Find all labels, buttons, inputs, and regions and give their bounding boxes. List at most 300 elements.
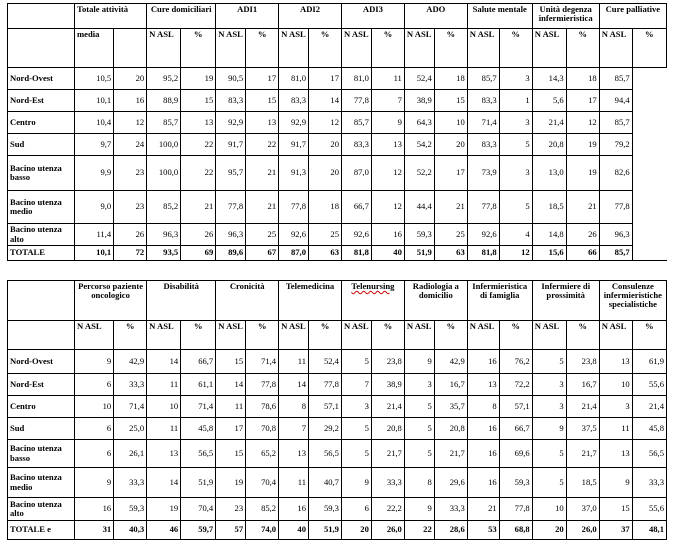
value-cell: 83,3 — [467, 90, 499, 112]
value-cell: 23 — [114, 156, 147, 191]
value-cell: 28,6 — [434, 521, 467, 540]
value-cell: 21,7 — [434, 440, 467, 468]
value-cell: 88,9 — [147, 90, 181, 112]
value-cell: 3 — [599, 396, 632, 418]
value-cell: 11 — [599, 418, 632, 440]
value-cell: 17 — [309, 68, 342, 90]
value-cell: 44,4 — [404, 191, 434, 224]
value-cell: 66 — [566, 246, 599, 261]
value-cell: 15 — [246, 90, 279, 112]
value-cell: 45,8 — [632, 418, 666, 440]
value-cell: 23 — [114, 191, 147, 224]
value-cell: 65,2 — [246, 440, 279, 468]
table-row — [8, 90, 667, 112]
value-cell: 87,0 — [341, 156, 371, 191]
corner-cell — [8, 321, 75, 350]
value-cell: 13 — [599, 440, 632, 468]
value-cell: 81,8 — [467, 246, 499, 261]
value-cell: 8 — [279, 396, 309, 418]
subheader-n-asl: N ASL — [341, 321, 371, 350]
value-cell: 55,6 — [632, 498, 666, 521]
value-cell: 66,7 — [499, 418, 532, 440]
value-cell: 59,3 — [309, 498, 342, 521]
value-cell: 100,0 — [147, 134, 181, 156]
subheader-n-asl: N ASL — [147, 29, 181, 68]
value-cell: 18,5 — [566, 468, 599, 498]
value-cell: 52,2 — [404, 156, 434, 191]
value-cell: 71,4 — [114, 396, 147, 418]
value-cell: 85,7 — [341, 112, 371, 134]
value-cell: 33,3 — [114, 468, 147, 498]
value-cell: 3 — [341, 396, 371, 418]
value-cell: 14 — [309, 90, 342, 112]
value-cell: 13 — [279, 440, 309, 468]
value-cell: 21 — [566, 191, 599, 224]
value-cell: 13 — [181, 112, 216, 134]
value-cell: 51,9 — [404, 246, 434, 261]
value-cell: 5 — [404, 418, 434, 440]
value-cell: 37 — [599, 521, 632, 540]
row-label: Bacino utenza basso — [8, 440, 75, 468]
subheader-media: media — [75, 29, 114, 68]
subheader-pct: % — [632, 321, 666, 350]
value-cell: 9 — [404, 498, 434, 521]
subheader-pct: % — [434, 29, 467, 68]
activities-table — [7, 3, 667, 540]
value-cell: 8 — [467, 396, 499, 418]
value-cell: 13 — [147, 440, 181, 468]
value-cell: 10 — [75, 396, 114, 418]
value-cell: 25 — [246, 224, 279, 246]
value-cell: 94,4 — [599, 90, 632, 112]
value-cell: 83,3 — [467, 134, 499, 156]
value-cell: 29,2 — [309, 418, 342, 440]
value-cell: 9 — [341, 468, 371, 498]
value-cell: 5,6 — [532, 90, 566, 112]
row-label: Bacino utenza alto — [8, 224, 75, 246]
value-cell: 20,8 — [434, 418, 467, 440]
value-cell: 11 — [371, 68, 404, 90]
value-cell: 56,5 — [181, 440, 216, 468]
data-table-container — [7, 3, 667, 540]
table-row — [8, 156, 667, 191]
value-cell: 9 — [75, 468, 114, 498]
value-cell: 20,8 — [371, 418, 404, 440]
value-cell: 3 — [499, 156, 532, 191]
value-cell: 85,7 — [599, 246, 632, 261]
value-cell: 9 — [599, 468, 632, 498]
value-cell: 15 — [216, 350, 246, 374]
table1-header-row — [8, 4, 667, 29]
value-cell: 37,0 — [566, 498, 599, 521]
value-cell: 89,6 — [216, 246, 246, 261]
value-cell: 85,7 — [467, 68, 499, 90]
value-cell: 55,6 — [632, 374, 666, 396]
value-cell: 74,0 — [246, 521, 279, 540]
value-cell: 5 — [532, 350, 566, 374]
subheader-pct: % — [246, 29, 279, 68]
value-cell: 25 — [309, 224, 342, 246]
value-cell: 21,7 — [566, 440, 599, 468]
subheader-n-asl: N ASL — [404, 321, 434, 350]
value-cell: 26,0 — [371, 521, 404, 540]
value-cell: 71,4 — [246, 350, 279, 374]
value-cell: 52,4 — [404, 68, 434, 90]
row-label: Bacino utenza alto — [8, 498, 75, 521]
value-cell: 83,3 — [279, 90, 309, 112]
value-cell: 72,2 — [499, 374, 532, 396]
value-cell: 96,3 — [216, 224, 246, 246]
value-cell: 3 — [499, 112, 532, 134]
value-cell: 38,9 — [371, 374, 404, 396]
value-cell: 5 — [404, 440, 434, 468]
value-cell: 57 — [216, 521, 246, 540]
table-row — [8, 224, 667, 246]
value-cell: 51,9 — [181, 468, 216, 498]
value-cell: 95,2 — [147, 68, 181, 90]
value-cell: 85,7 — [147, 112, 181, 134]
table-row — [8, 498, 667, 521]
subheader-pct: % — [566, 29, 599, 68]
table2-header: Disabilità — [147, 281, 216, 321]
subheader-n-asl: N ASL — [279, 29, 309, 68]
value-cell: 22 — [404, 521, 434, 540]
value-cell: 18,5 — [532, 191, 566, 224]
value-cell: 16 — [371, 224, 404, 246]
value-cell: 20 — [114, 68, 147, 90]
value-cell: 85,7 — [599, 68, 632, 90]
corner-cell — [8, 29, 75, 68]
value-cell: 14 — [216, 374, 246, 396]
value-cell: 16,7 — [566, 374, 599, 396]
value-cell: 13 — [371, 134, 404, 156]
value-cell: 19 — [216, 468, 246, 498]
value-cell: 12 — [371, 156, 404, 191]
value-cell: 16 — [75, 498, 114, 521]
value-cell: 33,3 — [371, 468, 404, 498]
value-cell: 91,7 — [279, 134, 309, 156]
value-cell: 5 — [341, 418, 371, 440]
value-cell: 7 — [371, 90, 404, 112]
value-cell: 16 — [114, 90, 147, 112]
value-cell: 59,3 — [404, 224, 434, 246]
value-cell: 70,8 — [246, 418, 279, 440]
value-cell: 63 — [309, 246, 342, 261]
value-cell: 3 — [532, 396, 566, 418]
row-label: Centro — [8, 396, 75, 418]
value-cell: 63 — [434, 246, 467, 261]
subheader-n-asl: N ASL — [532, 29, 566, 68]
value-cell: 91,3 — [279, 156, 309, 191]
value-cell: 20 — [434, 134, 467, 156]
value-cell: 21 — [181, 191, 216, 224]
value-cell: 14 — [279, 374, 309, 396]
value-cell: 22 — [246, 134, 279, 156]
value-cell: 9 — [371, 112, 404, 134]
value-cell: 96,3 — [599, 224, 632, 246]
value-cell: 83,3 — [216, 90, 246, 112]
value-cell: 38,9 — [404, 90, 434, 112]
table2-header: Percorso paziente oncologico — [75, 281, 147, 321]
table-row — [8, 112, 667, 134]
value-cell: 9,9 — [75, 156, 114, 191]
value-cell: 10 — [434, 112, 467, 134]
value-cell: 6 — [75, 440, 114, 468]
value-cell: 21 — [434, 191, 467, 224]
subheader-pct: % — [371, 321, 404, 350]
value-cell: 15 — [181, 90, 216, 112]
value-cell: 3 — [404, 374, 434, 396]
value-cell: 95,7 — [216, 156, 246, 191]
value-cell: 33,3 — [632, 468, 666, 498]
row-label: Nord-Est — [8, 90, 75, 112]
value-cell: 56,5 — [632, 440, 666, 468]
table-row — [8, 468, 667, 498]
value-cell: 15 — [434, 90, 467, 112]
table2-header-row — [8, 281, 667, 321]
value-cell: 9 — [404, 350, 434, 374]
value-cell: 21 — [467, 498, 499, 521]
value-cell: 12 — [499, 246, 532, 261]
table1-header: ADI3 — [341, 4, 404, 29]
value-cell: 73,9 — [467, 156, 499, 191]
value-cell: 21,4 — [371, 396, 404, 418]
table1-header: Salute mentale — [467, 4, 532, 29]
value-cell: 40,3 — [114, 521, 147, 540]
value-cell: 85,2 — [147, 191, 181, 224]
subheader-pct: % — [632, 29, 666, 68]
value-cell: 22 — [181, 156, 216, 191]
subheader-pct: % — [309, 29, 342, 68]
value-cell: 35,7 — [434, 396, 467, 418]
value-cell: 23,8 — [371, 350, 404, 374]
value-cell: 77,8 — [279, 191, 309, 224]
table2-subheader-row — [8, 321, 667, 350]
value-cell: 81,8 — [341, 246, 371, 261]
value-cell: 92,9 — [279, 112, 309, 134]
row-label: Nord-Ovest — [8, 350, 75, 374]
value-cell: 15 — [599, 498, 632, 521]
subheader-blank — [114, 29, 147, 68]
subheader-pct: % — [181, 29, 216, 68]
value-cell: 17 — [246, 68, 279, 90]
value-cell: 92,6 — [341, 224, 371, 246]
subheader-pct: % — [434, 321, 467, 350]
value-cell: 9,7 — [75, 134, 114, 156]
value-cell: 31 — [75, 521, 114, 540]
value-cell: 14 — [147, 350, 181, 374]
subheader-n-asl: N ASL — [147, 321, 181, 350]
table-row — [8, 418, 667, 440]
value-cell: 33,3 — [114, 374, 147, 396]
value-cell: 16 — [279, 498, 309, 521]
table-row — [8, 191, 667, 224]
value-cell: 6 — [75, 418, 114, 440]
telenursing-label: Telenursing — [351, 281, 395, 291]
value-cell: 92,9 — [216, 112, 246, 134]
row-label: Bacino utenza medio — [8, 191, 75, 224]
table1-header: Unità degenza infermieristica — [532, 4, 599, 29]
value-cell: 6 — [75, 374, 114, 396]
value-cell: 26 — [181, 224, 216, 246]
value-cell: 68,8 — [499, 521, 532, 540]
value-cell: 64,3 — [404, 112, 434, 134]
value-cell: 9 — [75, 350, 114, 374]
value-cell: 57,1 — [309, 396, 342, 418]
value-cell: 21 — [246, 156, 279, 191]
value-cell: 21,4 — [532, 112, 566, 134]
subheader-pct: % — [246, 321, 279, 350]
value-cell: 11 — [279, 468, 309, 498]
table1-header: Cure domiciliari — [147, 4, 216, 29]
row-label: Bacino utenza basso — [8, 156, 75, 191]
value-cell: 23 — [216, 498, 246, 521]
value-cell: 16 — [467, 350, 499, 374]
value-cell: 20 — [341, 521, 371, 540]
value-cell: 13 — [599, 350, 632, 374]
row-label: Nord-Ovest — [8, 68, 75, 90]
value-cell: 92,6 — [279, 224, 309, 246]
value-cell: 21,4 — [566, 396, 599, 418]
value-cell: 17 — [216, 418, 246, 440]
value-cell: 40 — [279, 521, 309, 540]
value-cell: 72 — [114, 246, 147, 261]
table-row — [8, 374, 667, 396]
row-label: Sud — [8, 418, 75, 440]
table-row — [8, 440, 667, 468]
value-cell: 53 — [467, 521, 499, 540]
value-cell: 19 — [147, 498, 181, 521]
value-cell: 26,0 — [566, 521, 599, 540]
subheader-pct: % — [499, 321, 532, 350]
table1-header: ADI1 — [216, 4, 279, 29]
value-cell: 19 — [566, 156, 599, 191]
value-cell: 12 — [371, 191, 404, 224]
value-cell: 10,4 — [75, 112, 114, 134]
value-cell: 59,3 — [114, 498, 147, 521]
table-row — [8, 350, 667, 374]
value-cell: 85,7 — [599, 112, 632, 134]
subheader-n-asl: N ASL — [216, 321, 246, 350]
value-cell: 11 — [216, 396, 246, 418]
separator-cell — [8, 261, 667, 281]
value-cell: 87,0 — [279, 246, 309, 261]
value-cell: 3 — [532, 374, 566, 396]
table2-header — [341, 281, 404, 321]
value-cell: 5 — [532, 440, 566, 468]
table-separator — [8, 261, 667, 281]
subheader-pct: % — [371, 29, 404, 68]
table2-header: Radiologia a domicilio — [404, 281, 467, 321]
value-cell: 22 — [181, 134, 216, 156]
value-cell: 52,4 — [309, 350, 342, 374]
table2-body — [8, 281, 667, 540]
value-cell: 7 — [279, 418, 309, 440]
value-cell: 20,8 — [532, 134, 566, 156]
value-cell: 17 — [566, 90, 599, 112]
subheader-n-asl: N ASL — [467, 29, 499, 68]
value-cell: 5 — [341, 440, 371, 468]
value-cell: 77,8 — [467, 191, 499, 224]
table-row — [8, 134, 667, 156]
value-cell: 40,7 — [309, 468, 342, 498]
value-cell: 19 — [566, 134, 599, 156]
subheader-n-asl: N ASL — [341, 29, 371, 68]
value-cell: 16 — [467, 468, 499, 498]
corner-cell — [8, 4, 75, 29]
value-cell: 56,5 — [309, 440, 342, 468]
value-cell: 8 — [404, 468, 434, 498]
value-cell: 25 — [434, 224, 467, 246]
value-cell: 45,8 — [181, 418, 216, 440]
corner-cell — [8, 281, 75, 321]
table1-header: Totale attività — [75, 4, 147, 29]
value-cell: 61,1 — [181, 374, 216, 396]
table1-header: Cure palliative — [599, 4, 666, 29]
value-cell: 13 — [467, 374, 499, 396]
value-cell: 3 — [499, 68, 532, 90]
value-cell: 16,7 — [434, 374, 467, 396]
value-cell: 16 — [467, 440, 499, 468]
value-cell: 13 — [246, 112, 279, 134]
value-cell: 21 — [246, 191, 279, 224]
value-cell: 10,5 — [75, 68, 114, 90]
value-cell: 40 — [371, 246, 404, 261]
value-cell: 48,1 — [632, 521, 666, 540]
row-label: Nord-Est — [8, 374, 75, 396]
value-cell: 92,6 — [467, 224, 499, 246]
value-cell: 85,2 — [246, 498, 279, 521]
value-cell: 67 — [246, 246, 279, 261]
value-cell: 20 — [309, 134, 342, 156]
subheader-pct: % — [181, 321, 216, 350]
value-cell: 4 — [499, 224, 532, 246]
table1-subheader-row — [8, 29, 667, 68]
table1-body — [8, 4, 667, 261]
value-cell: 11 — [279, 350, 309, 374]
value-cell: 71,4 — [467, 112, 499, 134]
value-cell: 9 — [532, 418, 566, 440]
value-cell: 76,2 — [499, 350, 532, 374]
value-cell: 7 — [341, 374, 371, 396]
value-cell: 10,1 — [75, 90, 114, 112]
value-cell: 42,9 — [434, 350, 467, 374]
table-row — [8, 396, 667, 418]
value-cell: 78,6 — [246, 396, 279, 418]
value-cell: 69 — [181, 246, 216, 261]
value-cell: 19 — [181, 68, 216, 90]
table1-header: ADO — [404, 4, 467, 29]
value-cell: 21,7 — [371, 440, 404, 468]
value-cell: 26 — [566, 224, 599, 246]
value-cell: 51,9 — [309, 521, 342, 540]
value-cell: 18 — [309, 191, 342, 224]
row-label: TOTALE — [8, 246, 75, 261]
subheader-n-asl: N ASL — [279, 321, 309, 350]
subheader-pct: % — [114, 321, 147, 350]
value-cell: 77,8 — [341, 90, 371, 112]
value-cell: 18 — [566, 68, 599, 90]
subheader-n-asl: N ASL — [216, 29, 246, 68]
value-cell: 24 — [114, 134, 147, 156]
value-cell: 12 — [114, 112, 147, 134]
table2-header: Cronicità — [216, 281, 279, 321]
table2-header: Telemedicina — [279, 281, 342, 321]
table2-header: Consulenze infermieristiche specialistiche — [599, 281, 666, 321]
value-cell: 10 — [147, 396, 181, 418]
value-cell: 69,6 — [499, 440, 532, 468]
value-cell: 22,2 — [371, 498, 404, 521]
